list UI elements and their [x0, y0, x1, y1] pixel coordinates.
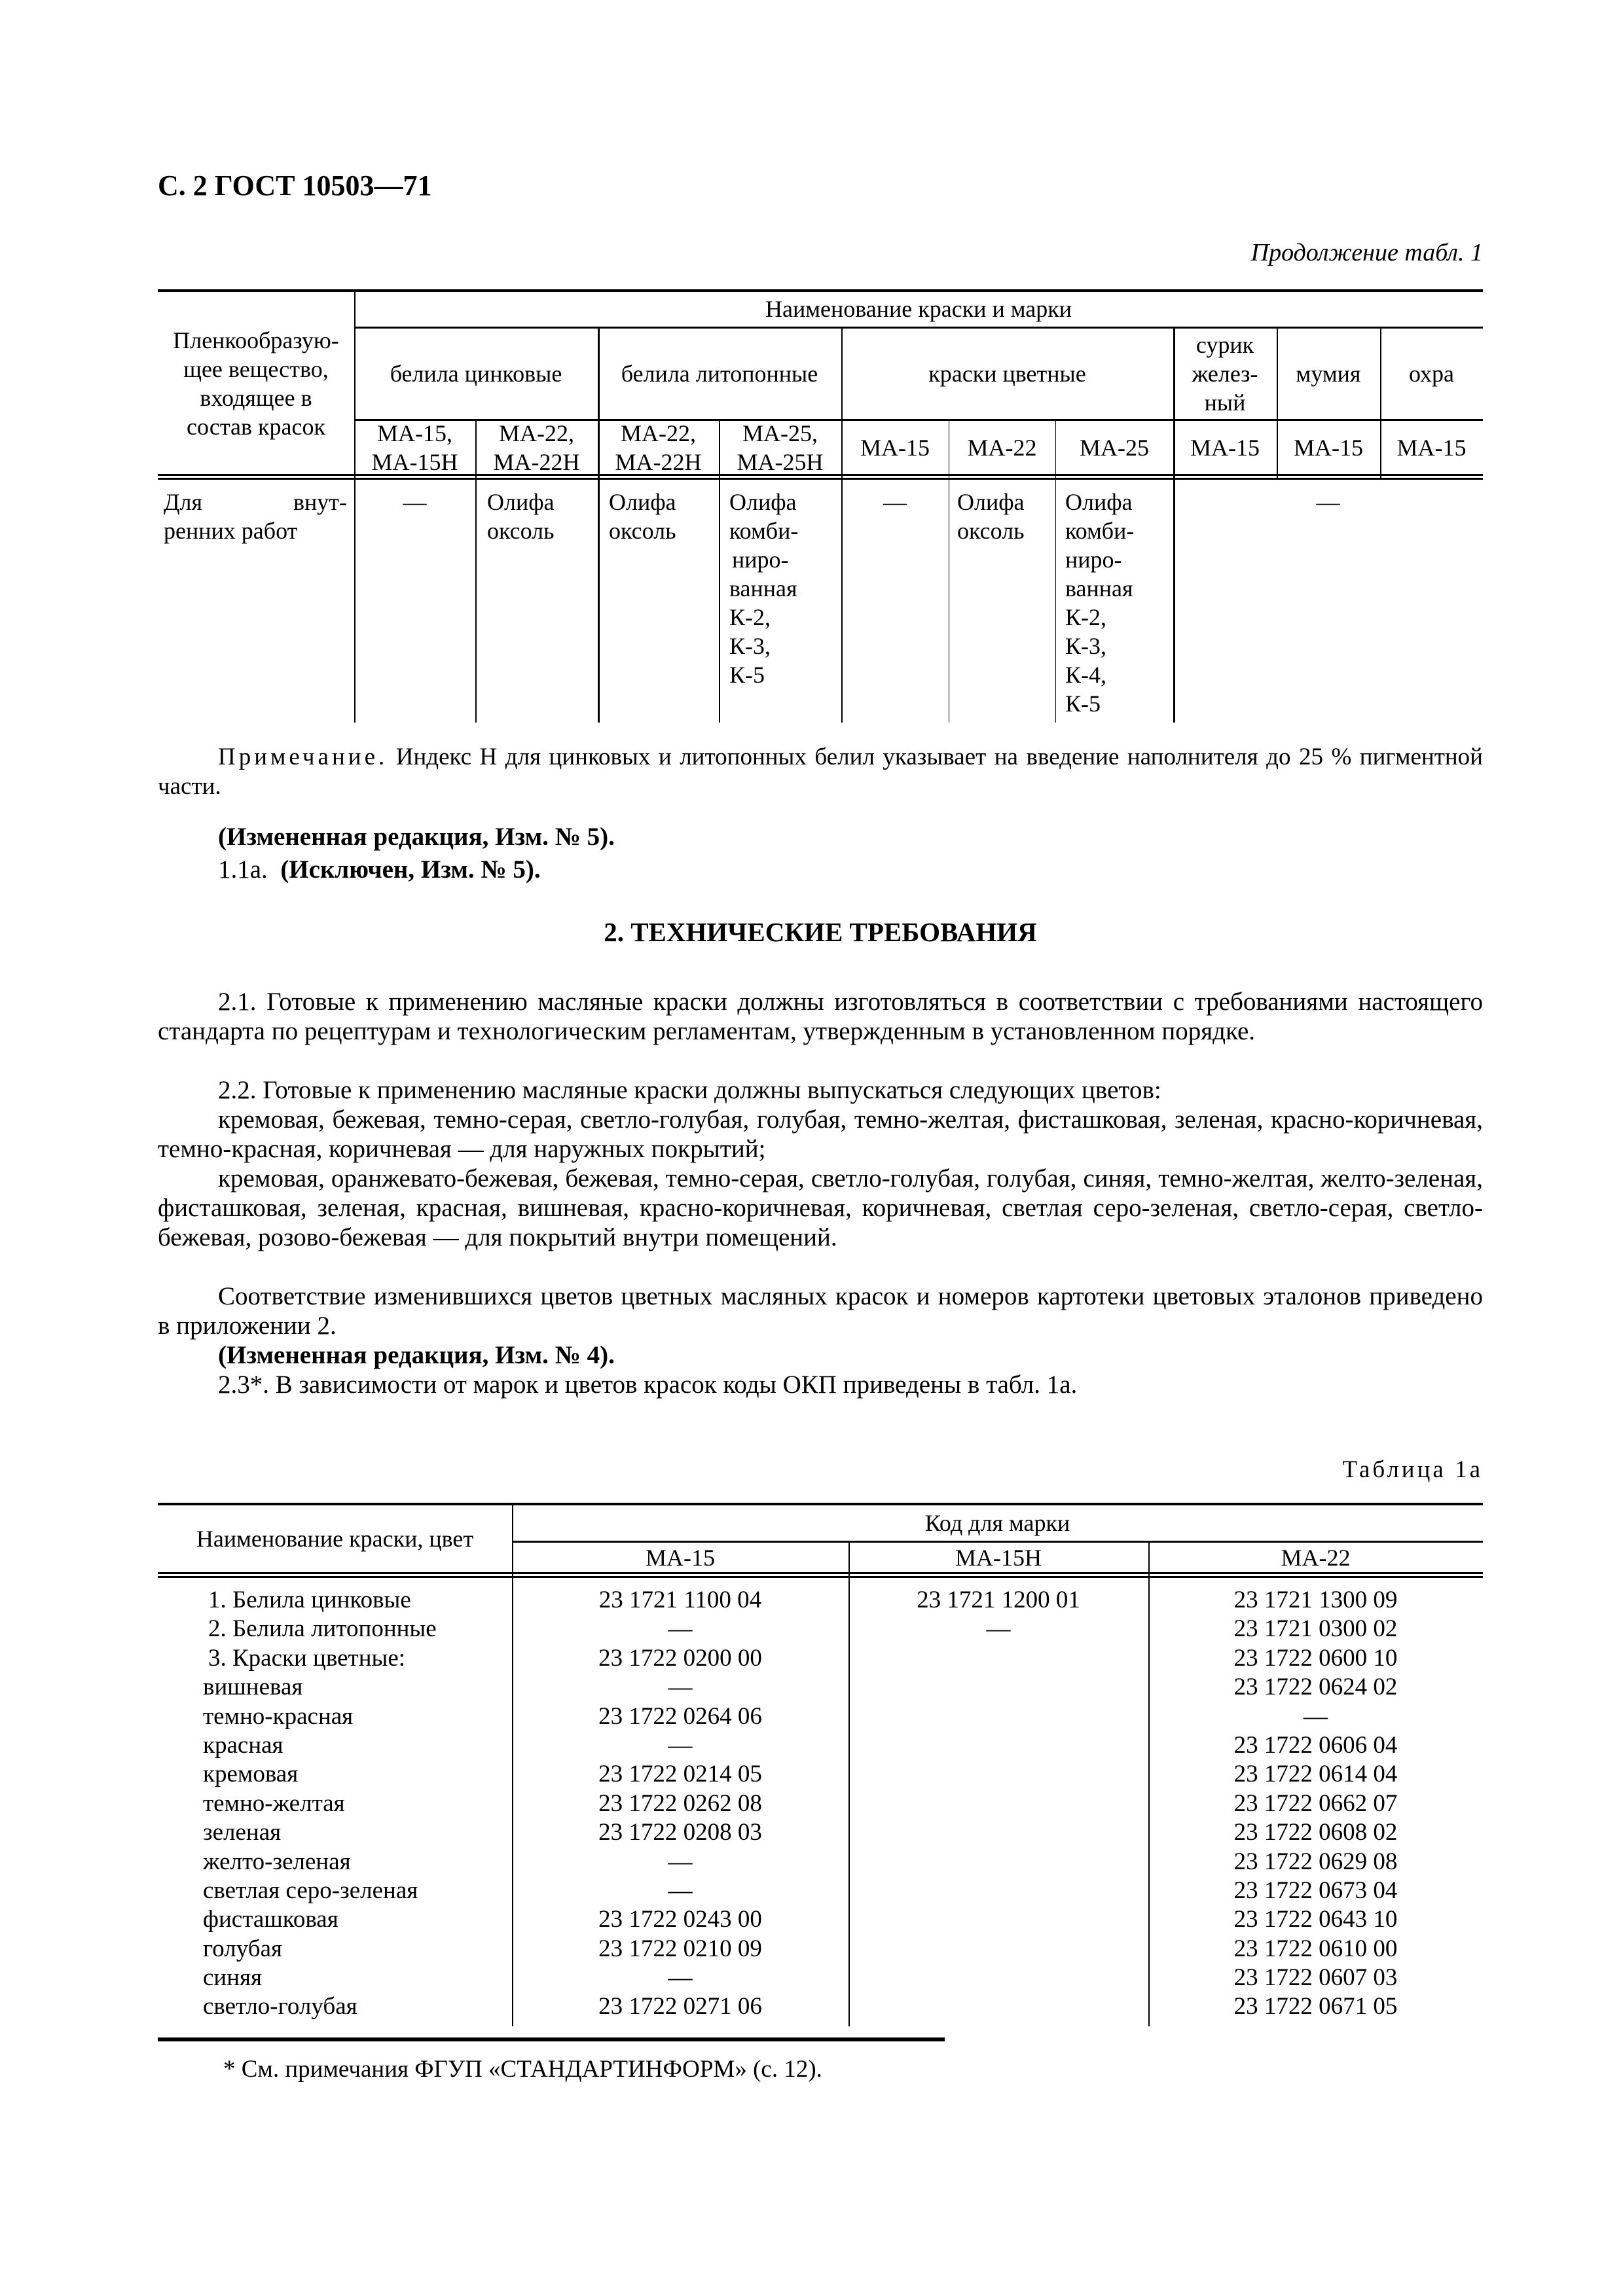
group-iron-minium — [1173, 327, 1277, 420]
table-note — [158, 742, 1483, 801]
code-cell: — — [668, 1731, 693, 1759]
body-row-label — [164, 488, 347, 545]
code-cell: 23 1722 0662 07 — [1233, 1789, 1398, 1817]
code-cell: 23 1722 0607 03 — [1233, 1964, 1398, 1992]
body-cell: — — [883, 489, 907, 515]
cell-text: ванная — [1065, 575, 1133, 601]
code-cell: 23 1722 0610 00 — [1233, 1935, 1398, 1962]
mark-text: МА-25Н — [737, 449, 824, 475]
cell-text: оксоль — [957, 518, 1025, 544]
paragraph-2-2: 2.2. Готовые к применению масляные краски должны выпускаться следующих цветов: — [218, 1076, 1161, 1104]
code-cell: — — [668, 1876, 693, 1904]
paragraph-2-3: 2.3*. В зависимости от марок и цветов красок коды ОКП приведены в табл. 1а. — [218, 1371, 1078, 1399]
cell-text: К-5 — [1065, 691, 1101, 717]
mark-cell — [719, 420, 841, 475]
code-cell: 23 1722 0608 02 — [1233, 1819, 1398, 1846]
names-column — [203, 1586, 511, 2022]
table-row-name: голубая — [203, 1935, 283, 1962]
header-text: состав красок — [187, 414, 325, 440]
table-1a-caption: Таблица 1а — [1342, 1456, 1483, 1483]
cell-text: Олифа — [609, 489, 676, 515]
mark-cell: МА-25 — [1080, 435, 1149, 461]
code-cell: 23 1722 0629 08 — [1233, 1848, 1398, 1875]
code-cell: 23 1722 0264 06 — [598, 1702, 762, 1730]
cell-text: К-4, — [1065, 662, 1106, 688]
cell-text: комби- — [1065, 518, 1135, 544]
table-double-rule — [158, 478, 1483, 480]
header-text: щее вещество, — [183, 356, 329, 382]
cell-text: оксоль — [487, 518, 555, 544]
code-cell: 23 1722 0243 00 — [598, 1906, 762, 1933]
code-cell: 23 1722 0671 05 — [1233, 1993, 1398, 2020]
table-row-name: 1. Белила цинковые — [208, 1587, 411, 1613]
table-row-name: светло-голубая — [203, 1993, 357, 2020]
table-row-name: желто-зеленая — [203, 1848, 351, 1875]
cell-text: Олифа — [1065, 489, 1133, 515]
table-row-name: синяя — [203, 1964, 263, 1992]
ma15-column — [512, 1586, 848, 2022]
table-row-name: вишневая — [203, 1674, 303, 1701]
code-cell: 23 1722 0262 08 — [598, 1789, 762, 1817]
code-cell: — — [668, 1615, 693, 1643]
code-cell: 23 1722 0614 04 — [1233, 1761, 1398, 1788]
mark-cell — [475, 420, 598, 475]
cell-text: оксоль — [609, 518, 676, 544]
table-row-name: фисташковая — [203, 1906, 338, 1933]
col-header-name: Наименование краски, цвет — [196, 1526, 474, 1552]
mark-cell: МА-15 — [1396, 435, 1467, 461]
code-cell: 23 1722 0271 06 — [598, 1993, 762, 2020]
label-text: Для внут- — [164, 489, 347, 515]
body-cell: — — [1316, 489, 1340, 515]
body-cell: — — [403, 489, 427, 515]
paragraph-outdoor-colors: кремовая, бежевая, темно-серая, светло-голубая, голубая, темно-желтая, фисташковая, зеленая, красно-коричневая, темно-красная, коричневая — для наружных покрытий; — [158, 1105, 1483, 1163]
page-title: С. 2 ГОСТ 10503—71 — [158, 170, 432, 202]
header-text: сурик — [1195, 332, 1254, 358]
code-cell: 23 1722 0208 03 — [598, 1819, 762, 1846]
cell-text: комби- — [729, 518, 799, 544]
mark-text: МА-22Н — [493, 449, 580, 475]
group-header: Наименование краски и марки — [765, 296, 1072, 322]
code-cell: 23 1721 0300 02 — [1233, 1615, 1398, 1643]
code-cell: 23 1722 0210 09 — [598, 1935, 762, 1962]
table-row-name: зеленая — [203, 1819, 282, 1846]
footnote: * См. примечания ФГУП «СТАНДАРТИНФОРМ» (с. 12). — [223, 2056, 822, 2083]
paragraph-indoor-colors: кремовая, оранжевато-бежевая, бежевая, темно-серая, светло-голубая, голубая, синяя, темно-желтая, желто-зеленая, фисташковая, зеленая, красная, вишневая, красно-коричневая, коричневая, светлая серо-зеленая, светло-серая, светло-бежевая, розово-бежевая — для покрытий внутри помещений. — [158, 1164, 1483, 1251]
cell-text: Олифа — [729, 489, 797, 515]
mark-text: МА-22Н — [615, 449, 702, 475]
table-double-rule — [158, 1572, 1483, 1574]
note-label: Примечание. — [218, 744, 388, 770]
group-mumiya: мумия — [1296, 361, 1361, 387]
mark-text: МА-25, — [742, 420, 818, 446]
code-cell: 23 1722 0624 02 — [1233, 1674, 1398, 1701]
code-cell: 23 1722 0600 10 — [1233, 1644, 1398, 1672]
table-row-name: темно-красная — [203, 1702, 354, 1730]
table-double-rule — [158, 1576, 1483, 1578]
cell-text: ванная — [729, 575, 797, 601]
mark-cell: МА-15 — [860, 435, 930, 461]
cell-text: К-2, — [1065, 604, 1106, 630]
cell-text: ниро- — [1065, 547, 1122, 573]
code-cell: 23 1721 1100 04 — [598, 1587, 762, 1613]
mark-cell — [598, 420, 719, 475]
ma15n-column — [848, 1586, 1148, 1644]
note-text: Индекс Н для цинковых и литопонных белил указывает на введение наполнителя до 25 % пигментной части. — [158, 744, 1483, 800]
item-number: 1.1а. — [218, 855, 268, 884]
group-lithopone-white: белила литопонные — [621, 361, 818, 387]
amendment-note-4: (Измененная редакция, Изм. № 4). — [218, 1341, 615, 1369]
body-cell — [609, 488, 720, 545]
mark-cell — [354, 420, 475, 475]
section-heading: 2. ТЕХНИЧЕСКИЕ ТРЕБОВАНИЯ — [604, 917, 1037, 947]
table-row-name: кремовая — [203, 1761, 299, 1788]
body-cell — [957, 488, 1055, 545]
ma22-column — [1148, 1586, 1483, 2022]
cell-text: К-3, — [1065, 633, 1106, 659]
label-text: ренних работ — [164, 518, 298, 544]
item-1-1a — [158, 855, 1483, 884]
mark-cell: МА-15 — [1190, 435, 1260, 461]
body-cell — [1065, 488, 1173, 718]
cell-text: К-5 — [729, 662, 765, 688]
mark-cell: МА-15 — [1294, 435, 1363, 461]
mark-text: МА-22, — [621, 420, 696, 446]
group-zinc-white: белила цинковые — [390, 361, 562, 387]
paragraph-color-correspondence: Соответствие изменившихся цветов цветных масляных красок и номеров картотеки цветовых эталонов приведено в приложении 2. — [158, 1282, 1483, 1340]
cell-text: Олифа — [957, 489, 1025, 515]
mark-text: МА-15Н — [371, 449, 458, 475]
code-cell: 23 1722 0606 04 — [1233, 1731, 1398, 1759]
header-text: ный — [1204, 389, 1246, 416]
cell-text: К-2, — [729, 604, 771, 630]
table-continuation-label: Продолжение табл. 1 — [1250, 239, 1483, 266]
code-cell: — — [668, 1848, 693, 1875]
body-cell — [487, 488, 598, 545]
code-cell: 23 1722 0673 04 — [1233, 1876, 1398, 1904]
header-text: Пленкообразую- — [173, 327, 339, 353]
code-cell: — — [668, 1964, 693, 1992]
body-cell — [729, 488, 841, 689]
cell-text: Олифа — [487, 489, 555, 515]
code-cell: 23 1722 0214 05 — [598, 1761, 762, 1788]
table-row-name: красная — [203, 1731, 283, 1759]
table-row-name: 2. Белила литопонные — [208, 1615, 437, 1643]
row-header-cell — [158, 291, 354, 476]
footnote-rule — [158, 2037, 945, 2041]
col-header-ma15n: МА-15Н — [955, 1544, 1042, 1571]
col-header-ma15: МА-15 — [646, 1544, 715, 1571]
code-cell: 23 1722 0200 00 — [598, 1644, 762, 1672]
mark-cell: МА-22 — [967, 435, 1037, 461]
table-row-name: светлая серо-зеленая — [203, 1876, 418, 1904]
mark-text: МА-15, — [377, 420, 452, 446]
group-ochre: охра — [1408, 361, 1455, 387]
paragraph-2-1: 2.1. Готовые к применению масляные краски должны изготовляться в соответствии с требованиями настоящего стандарта по рецептурам и технологическим регламентам, утвержденным в установленном порядке. — [158, 988, 1483, 1045]
header-text: входящее в — [200, 385, 312, 411]
code-cell: — — [1304, 1702, 1328, 1730]
mark-text: МА-22, — [499, 420, 574, 446]
code-cell: 23 1721 1200 01 — [917, 1587, 1080, 1613]
group-header: Код для марки — [924, 1510, 1070, 1536]
amendment-note-5: (Измененная редакция, Изм. № 5). — [218, 823, 615, 851]
table-row-name: 3. Краски цветные: — [208, 1644, 406, 1672]
group-colored-paints: краски цветные — [928, 361, 1086, 387]
code-cell: — — [986, 1615, 1011, 1643]
cell-text: ниро- — [732, 547, 789, 573]
code-cell: 23 1721 1300 09 — [1233, 1587, 1398, 1613]
item-text: (Исключен, Изм. № 5). — [280, 855, 541, 884]
header-text: желез- — [1192, 361, 1258, 387]
col-header-ma22: МА-22 — [1281, 1544, 1351, 1571]
code-cell: — — [668, 1674, 693, 1701]
cell-text: К-3, — [729, 633, 771, 659]
table-row-name: темно-желтая — [203, 1789, 345, 1817]
code-cell: 23 1722 0643 10 — [1233, 1906, 1398, 1933]
